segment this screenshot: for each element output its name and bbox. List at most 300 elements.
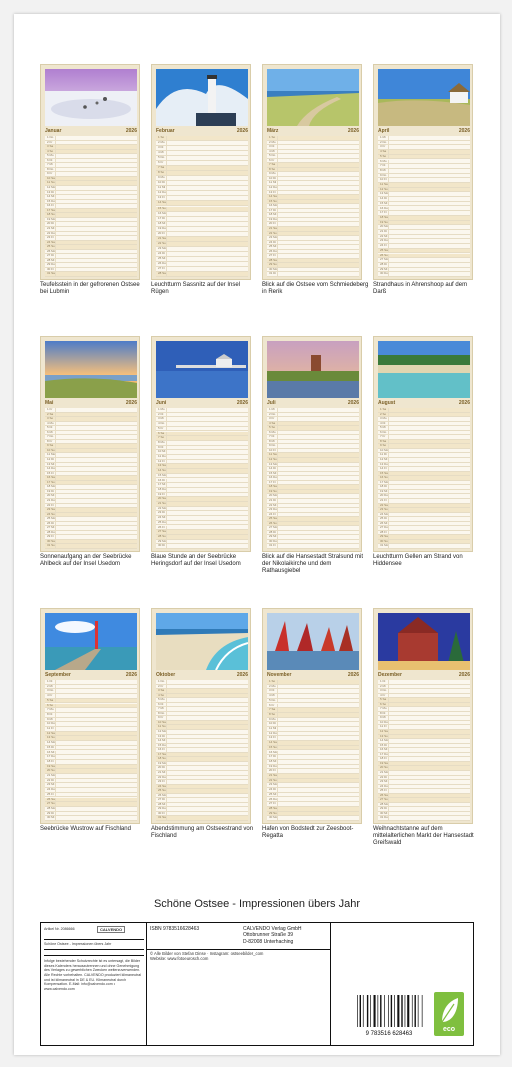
day-number: 4 So bbox=[158, 692, 165, 697]
day-number: 28 Mi bbox=[47, 257, 55, 262]
day-grid bbox=[45, 680, 137, 821]
barcode-number: 9 783516 628463 bbox=[365, 1031, 413, 1037]
day-number: 25 Sa bbox=[380, 247, 388, 252]
barcode-bar bbox=[374, 995, 376, 1027]
day-number: 5 Sa bbox=[47, 697, 54, 702]
day-number: 1 Di bbox=[47, 679, 53, 683]
day-number: 4 Sa bbox=[380, 149, 387, 154]
month-august bbox=[373, 336, 473, 608]
day-number: 30 Sa bbox=[47, 538, 55, 543]
month-name: Februar bbox=[156, 127, 175, 134]
day-number: 7 Mo bbox=[380, 706, 387, 711]
day-number: 3 Sa bbox=[47, 144, 54, 149]
day-number: 20 Do bbox=[380, 493, 389, 498]
month-header bbox=[378, 127, 470, 134]
day-number: 10 Fr bbox=[380, 177, 388, 182]
day-number: 2 Sa bbox=[47, 411, 54, 416]
day-number: 15 So bbox=[269, 744, 277, 749]
day-number: 26 Mo bbox=[47, 248, 56, 253]
day-number: 31 Do bbox=[380, 815, 389, 820]
day-number: 16 Fr bbox=[47, 203, 55, 208]
day-row bbox=[156, 816, 248, 821]
month-name: September bbox=[45, 671, 71, 678]
day-number: 8 Do bbox=[47, 166, 54, 171]
day-number: 10 Di bbox=[269, 175, 277, 180]
day-row bbox=[267, 816, 359, 821]
day-number: 8 Sa bbox=[380, 438, 387, 443]
day-number: 15 So bbox=[269, 198, 277, 203]
day-number: 14 Sa bbox=[158, 200, 166, 205]
day-number: 4 Mi bbox=[269, 693, 275, 698]
day-number: 16 So bbox=[380, 475, 388, 480]
day-number: 8 Fr bbox=[47, 438, 53, 443]
day-number: 30 So bbox=[380, 538, 388, 543]
day-number: 17 Sa bbox=[158, 751, 166, 756]
barcode-bar bbox=[401, 995, 402, 1027]
month-panel bbox=[262, 608, 362, 824]
day-number: 9 Mo bbox=[269, 171, 276, 176]
month-header bbox=[378, 399, 470, 406]
day-number: 15 Sa bbox=[380, 470, 388, 475]
month-november bbox=[262, 608, 362, 880]
day-number: 21 Mi bbox=[47, 225, 55, 230]
day-number: 27 Do bbox=[380, 525, 389, 530]
day-number: 1 Sa bbox=[380, 407, 387, 411]
day-number: 9 Mo bbox=[158, 175, 165, 180]
credit-line: © Alle Bilder von Stefan Dinse · Instagram: ostseebilder_com bbox=[150, 951, 264, 956]
day-number: 20 So bbox=[47, 768, 55, 773]
day-row bbox=[156, 272, 248, 277]
day-number: 11 So bbox=[47, 180, 55, 185]
day-number: 27 So bbox=[380, 797, 388, 802]
day-number: 9 Do bbox=[380, 172, 387, 177]
day-number: 26 Do bbox=[269, 796, 278, 801]
day-number: 24 Di bbox=[269, 787, 277, 792]
month-header bbox=[267, 399, 359, 406]
day-number: 24 Do bbox=[47, 787, 56, 792]
month-panel bbox=[262, 64, 362, 280]
day-number: 10 So bbox=[47, 447, 55, 452]
day-number: 3 So bbox=[47, 416, 54, 421]
month-header bbox=[267, 127, 359, 134]
day-number: 24 Do bbox=[380, 783, 389, 788]
day-number: 12 Sa bbox=[47, 730, 55, 735]
day-number: 9 Sa bbox=[47, 443, 54, 448]
month-year: 2026 bbox=[236, 127, 248, 134]
day-number: 3 Fr bbox=[269, 416, 275, 421]
month-year: 2026 bbox=[458, 671, 470, 678]
day-number: 21 Sa bbox=[158, 235, 166, 240]
day-number: 12 So bbox=[269, 457, 277, 462]
day-number: 19 Mo bbox=[158, 760, 167, 765]
day-number: 23 Di bbox=[158, 510, 166, 515]
day-number: 11 Fr bbox=[47, 726, 54, 730]
day-number: 25 Mo bbox=[47, 516, 56, 521]
day-number: 4 Fr bbox=[380, 692, 386, 697]
day-number: 11 Fr bbox=[380, 724, 387, 729]
month-photo bbox=[156, 69, 248, 126]
barcode-bar bbox=[357, 995, 358, 1027]
day-number: 10 Do bbox=[47, 721, 56, 726]
month-panel bbox=[40, 336, 140, 552]
barcode bbox=[353, 993, 425, 1037]
day-number: 21 Mi bbox=[158, 769, 166, 774]
day-number: 30 Fr bbox=[47, 266, 55, 271]
day-number: 5 Mo bbox=[158, 697, 165, 702]
month-juli bbox=[262, 336, 362, 608]
day-number: 12 Mo bbox=[158, 729, 167, 734]
day-number: 14 Mi bbox=[47, 194, 55, 199]
day-number: 10 Fr bbox=[269, 447, 277, 452]
barcode-bar bbox=[363, 995, 364, 1027]
day-number: 20 Fr bbox=[158, 230, 166, 235]
day-number: 16 Sa bbox=[47, 475, 55, 480]
day-number: 12 Di bbox=[47, 457, 55, 462]
day-number: 9 Mi bbox=[47, 716, 53, 721]
day-number: 30 Mi bbox=[380, 810, 388, 815]
day-number: 22 So bbox=[269, 230, 277, 235]
publisher-address bbox=[243, 926, 302, 945]
month-photo bbox=[267, 613, 359, 670]
day-number: 19 So bbox=[380, 219, 388, 224]
month-grid bbox=[40, 64, 474, 880]
day-number: 25 Di bbox=[380, 516, 388, 521]
day-number: 30 Do bbox=[380, 271, 389, 276]
day-number: 8 Mi bbox=[380, 167, 386, 172]
day-number: 2 Fr bbox=[47, 139, 53, 144]
day-number: 28 Fr bbox=[380, 529, 388, 534]
day-number: 10 Mi bbox=[158, 449, 166, 454]
day-number: 31 So bbox=[47, 543, 55, 548]
day-number: 22 Sa bbox=[380, 502, 388, 507]
day-number: 16 Do bbox=[380, 205, 389, 210]
day-number: 28 Di bbox=[269, 529, 277, 534]
month-photo bbox=[45, 341, 137, 398]
day-number: 19 Di bbox=[47, 488, 55, 493]
day-number: 13 Mi bbox=[47, 461, 55, 466]
month-year: 2026 bbox=[125, 399, 137, 406]
month-photo bbox=[378, 69, 470, 126]
day-number: 3 Mo bbox=[380, 416, 387, 421]
day-number: 17 Di bbox=[269, 754, 277, 759]
calendar-sheet bbox=[14, 14, 500, 1055]
day-number: 24 Fr bbox=[380, 243, 388, 248]
day-number: 20 Fr bbox=[269, 768, 277, 773]
day-number: 27 Mi bbox=[47, 525, 55, 530]
day-number: 6 Mo bbox=[269, 429, 276, 434]
day-number: 2 Do bbox=[380, 139, 387, 144]
footer-right bbox=[331, 923, 473, 1045]
day-number: 18 Do bbox=[158, 486, 167, 491]
day-number: 11 Sa bbox=[269, 452, 277, 457]
day-number: 12 Sa bbox=[380, 729, 388, 734]
day-number: 13 Do bbox=[380, 461, 389, 466]
day-number: 13 So bbox=[47, 735, 55, 740]
day-number: 19 Sa bbox=[47, 763, 55, 768]
day-number: 12 Mi bbox=[380, 457, 388, 462]
day-number: 5 Mo bbox=[47, 153, 54, 158]
day-number: 25 Mi bbox=[269, 791, 277, 796]
day-number: 23 Fr bbox=[47, 235, 55, 240]
day-number: 7 Di bbox=[269, 434, 275, 439]
day-grid bbox=[156, 136, 248, 277]
day-number: 3 Di bbox=[269, 144, 275, 149]
day-number: 15 Mi bbox=[380, 200, 388, 205]
day-number: 7 Sa bbox=[158, 165, 165, 170]
month-panel bbox=[40, 608, 140, 824]
day-number: 15 Di bbox=[47, 744, 55, 749]
day-number: 27 Sa bbox=[158, 529, 166, 534]
day-number: 22 Do bbox=[47, 230, 56, 235]
photo-caption: Blaue Stunde an der Seebrücke Heringsdorf auf der Insel Usedom bbox=[151, 554, 241, 568]
isbn: ISBN 9783516628463 bbox=[150, 926, 200, 932]
day-number: 10 Di bbox=[269, 721, 277, 726]
day-number: 20 So bbox=[380, 765, 388, 770]
day-number: 26 Fr bbox=[158, 524, 166, 529]
day-number: 27 So bbox=[47, 801, 55, 806]
day-number: 21 Do bbox=[47, 497, 56, 502]
day-number: 5 Di bbox=[47, 425, 53, 430]
day-number: 29 Do bbox=[158, 806, 167, 811]
day-number: 27 Fr bbox=[269, 253, 277, 258]
day-number: 28 Mi bbox=[158, 801, 166, 806]
day-number: 7 So bbox=[158, 435, 165, 440]
photo-credit bbox=[150, 951, 263, 962]
day-grid bbox=[378, 680, 470, 821]
day-number: 22 So bbox=[158, 240, 166, 245]
day-number: 8 So bbox=[158, 170, 165, 175]
month-juni bbox=[151, 336, 251, 608]
day-number: 23 So bbox=[380, 507, 388, 512]
day-number: 10 Di bbox=[158, 180, 166, 185]
day-number: 8 So bbox=[269, 166, 276, 171]
footer-left bbox=[41, 923, 147, 1045]
month-name: Oktober bbox=[156, 671, 176, 678]
day-number: 19 Fr bbox=[158, 491, 166, 496]
day-number: 14 Sa bbox=[269, 194, 277, 199]
month-year: 2026 bbox=[236, 399, 248, 406]
day-number: 6 Mi bbox=[47, 429, 53, 434]
day-number: 25 So bbox=[47, 244, 55, 249]
day-number: 8 Mo bbox=[158, 439, 165, 444]
day-number: 25 So bbox=[158, 788, 166, 793]
day-number: 12 Do bbox=[269, 185, 278, 190]
day-number: 17 Di bbox=[158, 215, 166, 220]
day-number: 17 Do bbox=[380, 751, 389, 756]
month-name: Mai bbox=[45, 399, 54, 406]
month-name: August bbox=[378, 399, 396, 406]
barcode-bar bbox=[370, 995, 371, 1027]
day-number: 2 Mi bbox=[47, 683, 53, 688]
day-number: 25 Mi bbox=[158, 255, 166, 260]
day-number: 4 Mo bbox=[47, 420, 54, 425]
day-number: 3 Mi bbox=[158, 416, 164, 421]
month-header bbox=[156, 399, 248, 406]
photo-caption: Leuchtturm Sassnitz auf der Insel Rügen bbox=[151, 282, 241, 296]
day-number: 20 Mo bbox=[380, 224, 389, 229]
day-number: 9 Fr bbox=[158, 715, 164, 720]
day-number: 26 Do bbox=[269, 248, 278, 253]
month-year: 2026 bbox=[347, 671, 359, 678]
day-number: 6 Sa bbox=[158, 430, 165, 435]
barcode-bar bbox=[418, 995, 419, 1027]
day-number: 31 Mo bbox=[380, 543, 389, 548]
eco-label: eco bbox=[442, 1026, 456, 1033]
day-number: 21 Mo bbox=[47, 773, 56, 777]
day-number: 14 Di bbox=[380, 196, 388, 201]
day-grid bbox=[267, 680, 359, 821]
barcode-bar bbox=[391, 995, 392, 1027]
month-panel bbox=[151, 64, 251, 280]
day-number: 31 Di bbox=[269, 271, 277, 276]
month-year: 2026 bbox=[125, 671, 137, 678]
day-number: 4 So bbox=[47, 148, 54, 153]
day-number: 1 Do bbox=[47, 135, 54, 139]
day-number: 20 Di bbox=[47, 221, 55, 226]
day-number: 22 Mo bbox=[158, 505, 167, 510]
day-number: 7 Sa bbox=[269, 707, 276, 712]
day-number: 18 Mi bbox=[269, 212, 277, 217]
day-number: 29 Fr bbox=[47, 534, 55, 539]
day-number: 29 Mi bbox=[269, 534, 277, 539]
day-number: 24 Di bbox=[269, 239, 277, 244]
day-number: 29 Sa bbox=[380, 534, 388, 539]
month-photo bbox=[45, 69, 137, 126]
photo-caption: Blick auf die Hansestadt Stralsund mit der Nikolaikirche und dem Rathausgiebel bbox=[262, 554, 364, 575]
day-number: 29 So bbox=[269, 810, 277, 815]
day-number: 9 Fr bbox=[47, 171, 53, 176]
day-number: 24 Fr bbox=[269, 511, 277, 516]
day-number: 21 So bbox=[158, 501, 166, 505]
day-number: 2 Di bbox=[158, 411, 164, 416]
day-number: 18 Mi bbox=[269, 758, 277, 763]
day-number: 18 Mo bbox=[47, 484, 56, 489]
day-number: 26 Sa bbox=[47, 796, 55, 801]
credit-line: Website: www.fotoeurosch.com bbox=[150, 956, 209, 962]
day-number: 26 Mo bbox=[158, 792, 167, 797]
publisher-line: D-82008 Unterhaching bbox=[243, 938, 294, 945]
day-number: 26 Do bbox=[158, 260, 167, 265]
day-number: 15 Do bbox=[158, 742, 167, 747]
barcode-bar bbox=[412, 995, 413, 1027]
month-september bbox=[40, 608, 140, 880]
day-number: 22 Do bbox=[158, 774, 167, 779]
day-number: 28 Sa bbox=[269, 257, 277, 262]
day-number: 7 Di bbox=[380, 163, 386, 168]
day-number: 25 Sa bbox=[269, 516, 277, 521]
day-number: 18 Sa bbox=[269, 484, 277, 489]
month-februar bbox=[151, 64, 251, 336]
month-april bbox=[373, 64, 473, 336]
day-number: 16 Mi bbox=[47, 749, 55, 754]
day-number: 28 Di bbox=[380, 261, 388, 266]
day-number: 30 Di bbox=[158, 543, 166, 548]
day-number: 12 Mo bbox=[47, 185, 56, 190]
day-number: 17 Di bbox=[269, 207, 277, 212]
day-number: 20 Sa bbox=[158, 496, 166, 501]
barcode-bar bbox=[405, 995, 406, 1027]
day-number: 1 Do bbox=[158, 679, 165, 683]
day-number: 1 Mi bbox=[269, 407, 275, 411]
day-number: 15 Di bbox=[380, 742, 388, 747]
day-number: 15 Do bbox=[47, 198, 56, 203]
day-number: 1 So bbox=[269, 135, 276, 139]
day-number: 20 Di bbox=[158, 765, 166, 770]
day-number: 3 Di bbox=[158, 145, 164, 150]
day-number: 30 Mo bbox=[269, 815, 278, 820]
day-number: 8 Do bbox=[158, 710, 165, 715]
day-number: 22 Di bbox=[380, 774, 388, 779]
day-number: 18 So bbox=[158, 756, 166, 761]
day-number: 11 Mi bbox=[269, 726, 277, 730]
day-number: 14 Di bbox=[269, 466, 277, 471]
day-number: 16 Mo bbox=[158, 210, 167, 215]
day-number: 13 Di bbox=[47, 189, 55, 194]
day-number: 4 Mi bbox=[269, 148, 275, 153]
day-number: 18 Di bbox=[380, 484, 388, 489]
day-number: 2 Mo bbox=[269, 683, 276, 688]
day-number: 8 Di bbox=[47, 711, 53, 716]
day-number: 4 Mi bbox=[158, 150, 164, 155]
photo-caption: Hafen von Bodstedt zur Zeesboot-Regatta bbox=[262, 826, 354, 840]
day-number: 27 Fr bbox=[158, 265, 166, 270]
day-number: 6 Fr bbox=[158, 160, 164, 165]
day-number: 5 Do bbox=[158, 155, 165, 160]
day-number: 10 Sa bbox=[158, 719, 166, 724]
photo-caption: Strandhaus in Ahrenshoop auf dem Darß bbox=[373, 282, 468, 296]
day-number: 20 Mo bbox=[269, 493, 278, 498]
photo-caption: Sonnenaufgang an der Seebrücke Ahlbeck auf der Insel Usedom bbox=[40, 554, 132, 568]
day-number: 7 Mo bbox=[47, 707, 54, 712]
main-title: Schöne Ostsee - Impressionen übers Jahr bbox=[153, 898, 361, 910]
month-photo bbox=[378, 341, 470, 398]
day-row bbox=[378, 544, 470, 549]
day-number: 16 Di bbox=[158, 477, 166, 482]
day-number: 2 Fr bbox=[158, 683, 164, 688]
day-number: 19 So bbox=[269, 488, 277, 493]
photo-caption: Blick auf die Ostsee vom Schmiedeberg in Rerik bbox=[262, 282, 369, 296]
barcode-bar bbox=[388, 995, 389, 1027]
photo-caption: Weihnachtstanne auf dem mittelalterlichen Markt der Hansestadt Greifswald bbox=[373, 826, 474, 847]
month-header bbox=[45, 399, 137, 406]
month-panel bbox=[151, 608, 251, 824]
day-number: 31 Sa bbox=[47, 271, 55, 276]
month-header bbox=[45, 127, 137, 134]
month-name: Juni bbox=[156, 399, 167, 406]
day-number: 9 So bbox=[380, 443, 387, 448]
day-number: 18 So bbox=[47, 212, 55, 217]
publisher-line: Ottobrunner Straße 39 bbox=[243, 932, 294, 939]
footer-middle bbox=[147, 923, 331, 1045]
day-grid bbox=[156, 680, 248, 821]
day-number: 6 Mo bbox=[380, 158, 387, 163]
day-number: 10 Do bbox=[380, 719, 389, 724]
day-number: 20 Mi bbox=[47, 493, 55, 498]
day-number: 24 Di bbox=[158, 250, 166, 255]
day-number: 13 Fr bbox=[269, 735, 277, 740]
day-number: 6 Do bbox=[380, 429, 387, 434]
day-number: 17 Mi bbox=[158, 482, 166, 487]
day-number: 17 Do bbox=[47, 754, 56, 759]
day-number: 12 Do bbox=[269, 730, 278, 735]
barcode-bar bbox=[378, 995, 379, 1027]
day-number: 4 Sa bbox=[269, 420, 276, 425]
day-number: 3 Sa bbox=[158, 688, 165, 693]
month-header bbox=[156, 671, 248, 678]
publisher-line: CALVENDO Verlag GmbH bbox=[243, 926, 302, 932]
day-number: 7 Sa bbox=[269, 162, 276, 167]
day-number: 8 Mi bbox=[269, 438, 275, 443]
